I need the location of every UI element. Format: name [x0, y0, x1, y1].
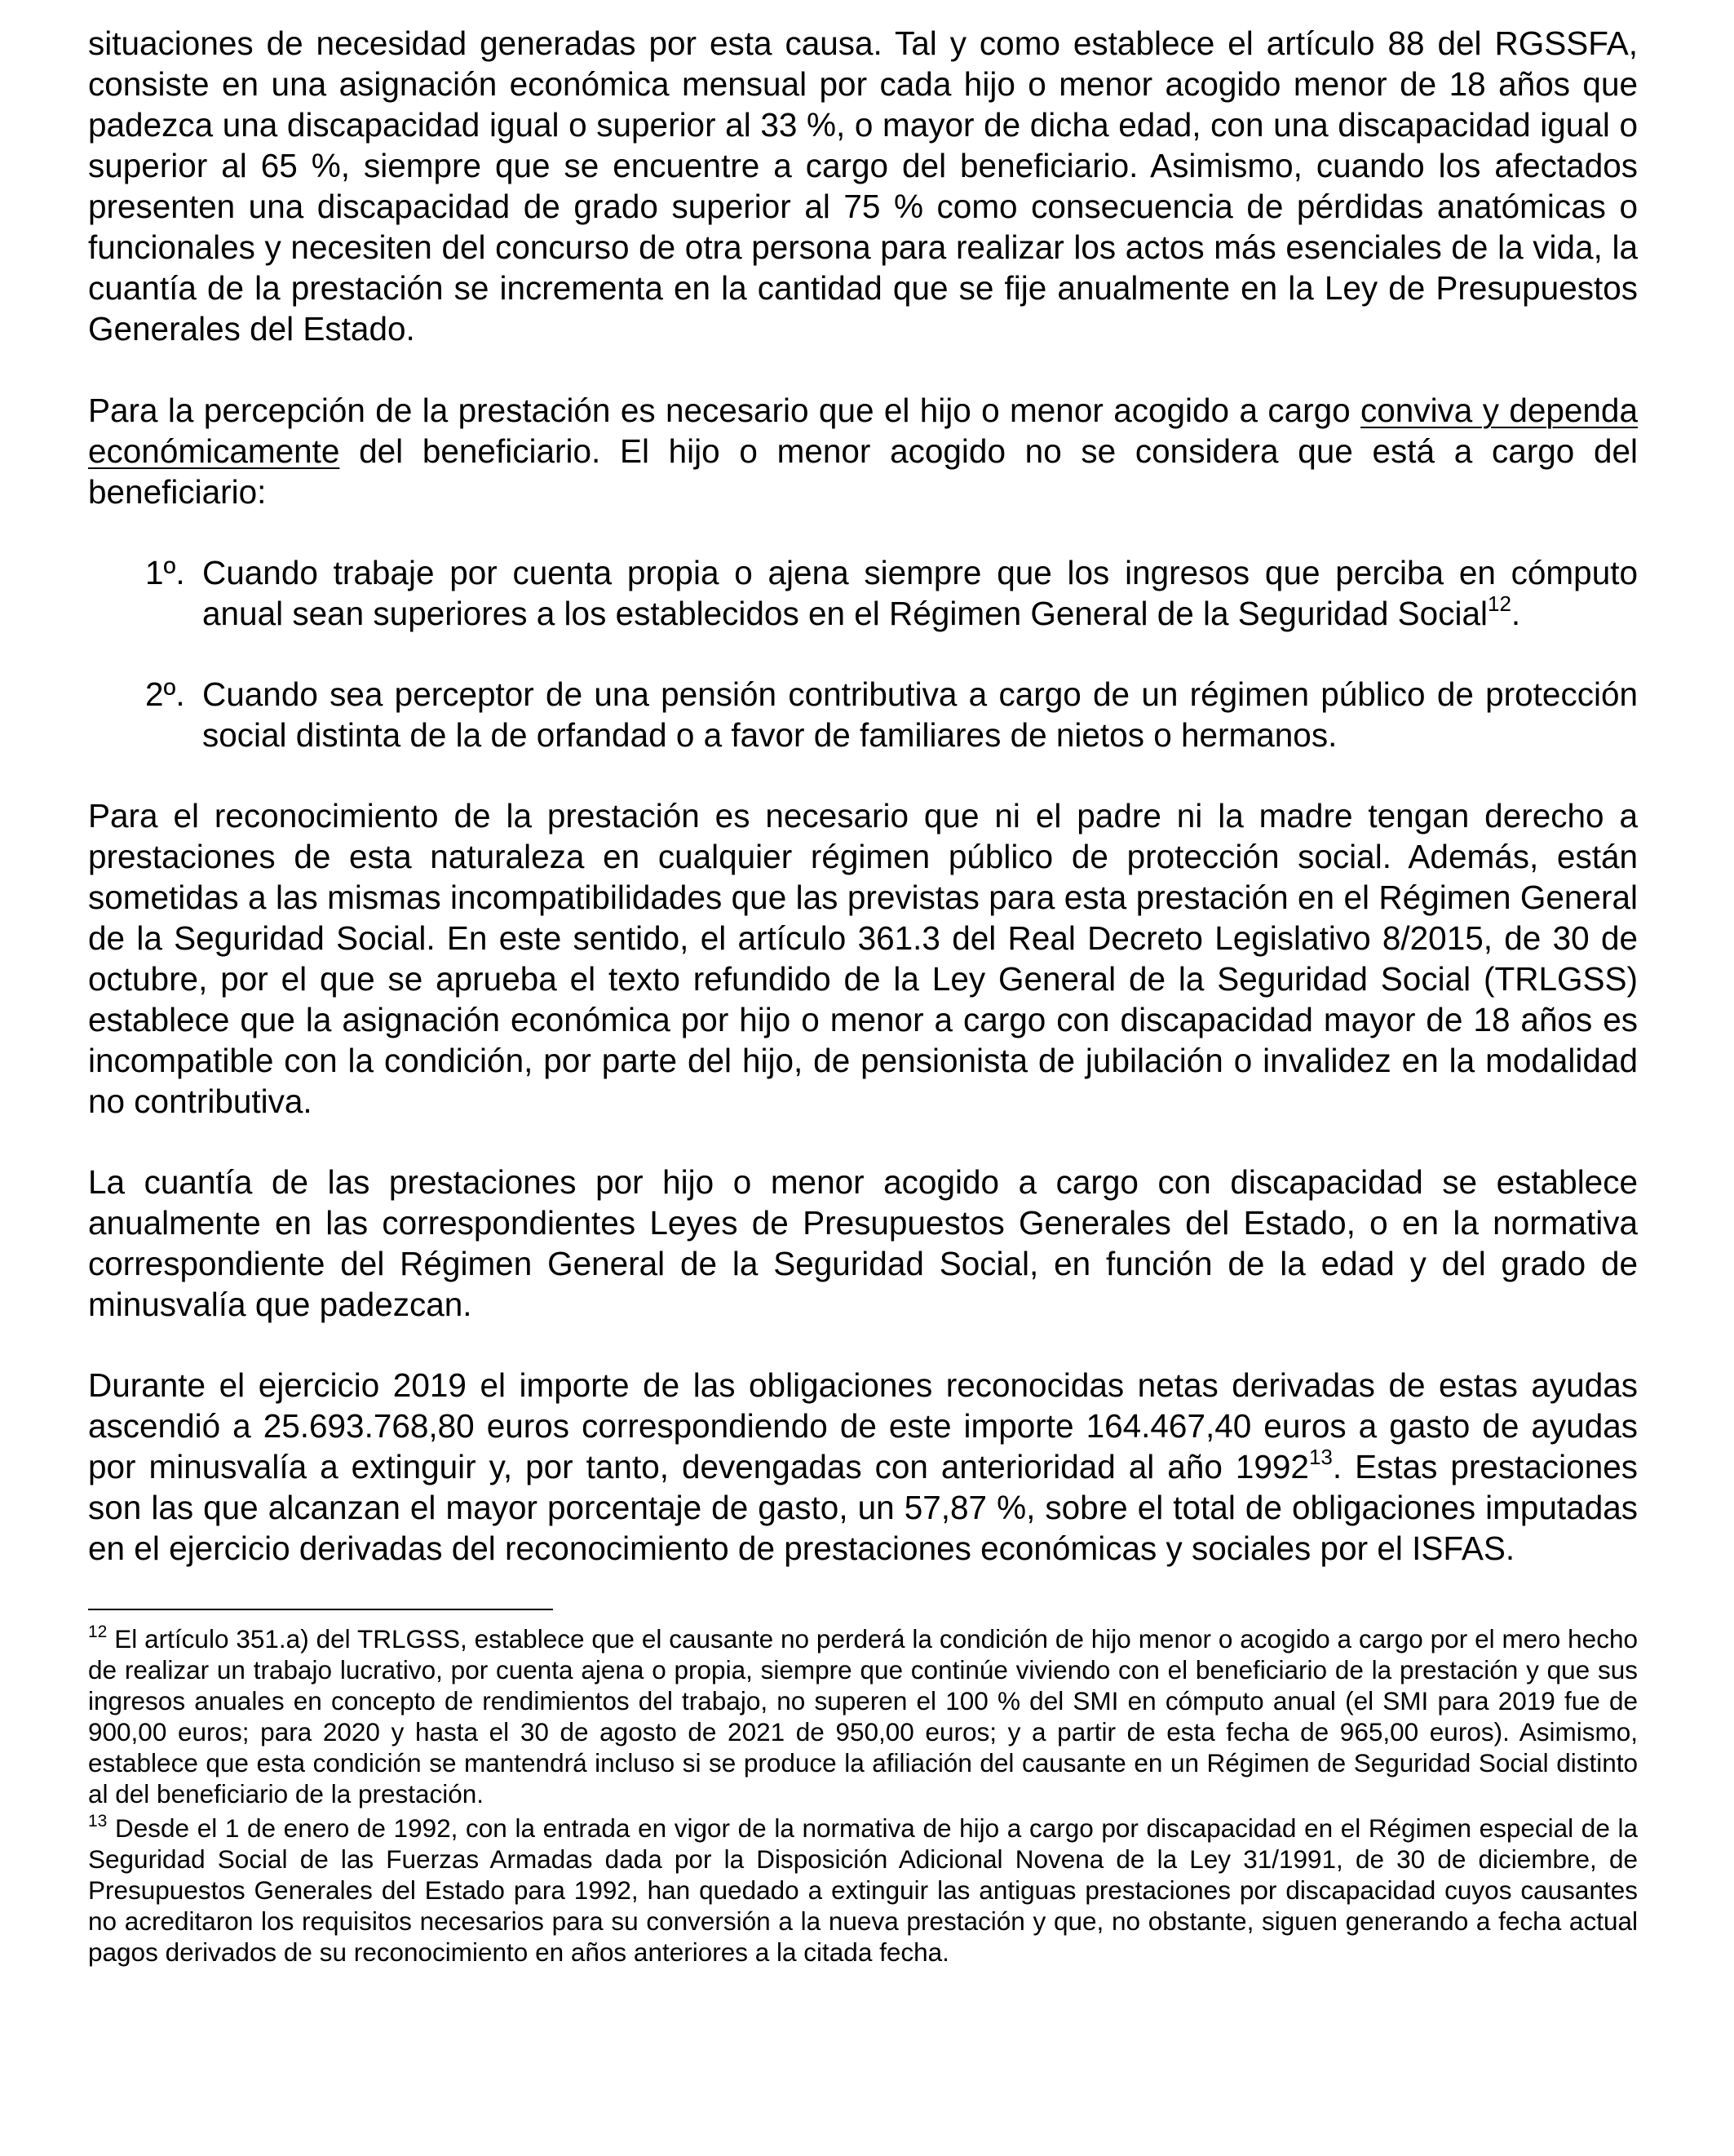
list-marker: 2º.: [145, 675, 185, 713]
paragraph-reconocimiento-prestacion: Para el reconocimiento de la prestación es necesario que ni el padre ni la madre tengan derecho a prestaciones de esta naturaleza en cualquier régimen público de protección social. Además, están sometidas a las mismas incompatibilidades que las previstas para esta prestación en el Régimen General de la Seguridad Social. En este sentido, el artículo 361.3 del Real Decreto Legislativo 8/2015, de 30 de octubre, por el que se aprueba el texto refundido de la Ley General de la Seguridad Social (TRLGSS) establece que la asignación económica por hijo o menor a cargo con discapacidad mayor de 18 años es incompatible con la condición, por parte del hijo, de pensionista de jubilación o invalidez en la modalidad no contributiva.: [88, 797, 1638, 1120]
footnote: [88, 1623, 1638, 1809]
footnote-number: 12: [88, 1623, 108, 1641]
list-item-text: Cuando sea perceptor de una pensión contributiva a cargo de un régimen público de protección social distinta de la de orfandad o a favor de familiares de nietos o hermanos.: [202, 675, 1638, 754]
paragraph-text: . Estas prestaciones son las que alcanzan el mayor porcentaje de gasto, un 57,87 %, sobre el total de obligaciones imputadas en el ejercicio derivadas del reconocimiento de prestaciones económicas y sociales por el ISFAS.: [88, 1448, 1638, 1567]
footnote-separator: [88, 1609, 553, 1610]
paragraph-text: del beneficiario. El hijo o menor acogido no se considera que está a cargo del beneficiario:: [88, 432, 1638, 511]
conditions-list: [88, 552, 1638, 755]
list-item: [88, 552, 1638, 634]
list-marker: 1º.: [145, 554, 185, 591]
paragraph-text: Durante el ejercicio 2019 el importe de las obligaciones reconocidas netas derivadas de estas ayudas ascendió a 25.693.768,80 euros correspondiendo de este importe 164.467,40 euros a gasto de ayudas por minusvalía a extinguir y, por tanto, devengadas con anterioridad al año 1992: [88, 1366, 1638, 1485]
list-item: [88, 674, 1638, 755]
footnote-text: El artículo 351.a) del TRLGSS, establece que el causante no perderá la condición de hijo menor o acogido a cargo por el mero hecho de realizar un trabajo lucrativo, por cuenta ajena o propia, siempre que continúe viviendo con el beneficiario de la prestación y que sus ingresos anuales en concepto de rendimientos del trabajo, no superen el 100 % del SMI en cómputo anual (el SMI para 2019 fue de 900,00 euros; para 2020 y hasta el 30 de agosto de 2021 de 950,00 euros; y a partir de esta fecha de 965,00 euros). Asimismo, establece que esta condición se mantendrá incluso si se produce la afiliación del causante en un Régimen de Seguridad Social distinto al del beneficiario de la prestación.: [88, 1624, 1638, 1808]
footnote-reference[interactable]: 13: [1308, 1445, 1333, 1469]
list-item-text: Cuando trabaje por cuenta propia o ajena siempre que los ingresos que perciba en cómputo anual sean superiores a los establecidos en el Régimen General de la Seguridad Social: [202, 554, 1638, 632]
paragraph-text: Para la percepción de la prestación es necesario que el hijo o menor acogido a cargo: [88, 392, 1361, 429]
paragraph-percepcion-prestacion: [88, 390, 1638, 512]
paragraph-cuantia-prestaciones: La cuantía de las prestaciones por hijo o menor acogido a cargo con discapacidad se establece anualmente en las correspondientes Leyes de Presupuestos Generales del Estado, o en la normativa correspondiente del Régimen General de la Seguridad Social, en función de la edad y del grado de minusvalía que padezcan.: [88, 1163, 1638, 1323]
list-item-tail: .: [1511, 595, 1521, 632]
footnote-number: 13: [88, 1812, 108, 1831]
paragraph-asignacion-economica: situaciones de necesidad generadas por esta causa. Tal y como establece el artículo 88 del RGSSFA, consiste en una asignación económica mensual por cada hijo o menor acogido menor de 18 años que padezca una discapacidad igual o superior al 33 %, o mayor de dicha edad, con una discapacidad igual o superior al 65 %, siempre que se encuentre a cargo del beneficiario. Asimismo, cuando los afectados presenten una discapacidad de grado superior al 75 % como consecuencia de pérdidas anatómicas o funcionales y necesiten del concurso de otra persona para realizar los actos más esenciales de la vida, la cuantía de la prestación se incrementa en la cantidad que se fije anualmente en la Ley de Presupuestos Generales del Estado.: [88, 24, 1638, 348]
footnote-reference[interactable]: 12: [1487, 591, 1511, 616]
underlined-phrase: conviva y dependa económicamente: [88, 392, 1638, 470]
footnote-text: Desde el 1 de enero de 1992, con la entrada en vigor de la normativa de hijo a cargo por discapacidad en el Régimen especial de la Seguridad Social de las Fuerzas Armadas dada por la Disposición Adicional Novena de la Ley 31/1991, de 30 de diciembre, de Presupuestos Generales del Estado para 1992, han quedado a extinguir las antiguas prestaciones por discapacidad cuyos causantes no acreditaron los requisitos necesarios para su conversión a la nueva prestación y que, no obstante, siguen generando a fecha actual pagos derivados de su reconocimiento en años anteriores a la citada fecha.: [88, 1813, 1638, 1967]
document-page: [88, 23, 1638, 1971]
paragraph-ejercicio-2019: [88, 1365, 1638, 1569]
footnote: [88, 1813, 1638, 1968]
